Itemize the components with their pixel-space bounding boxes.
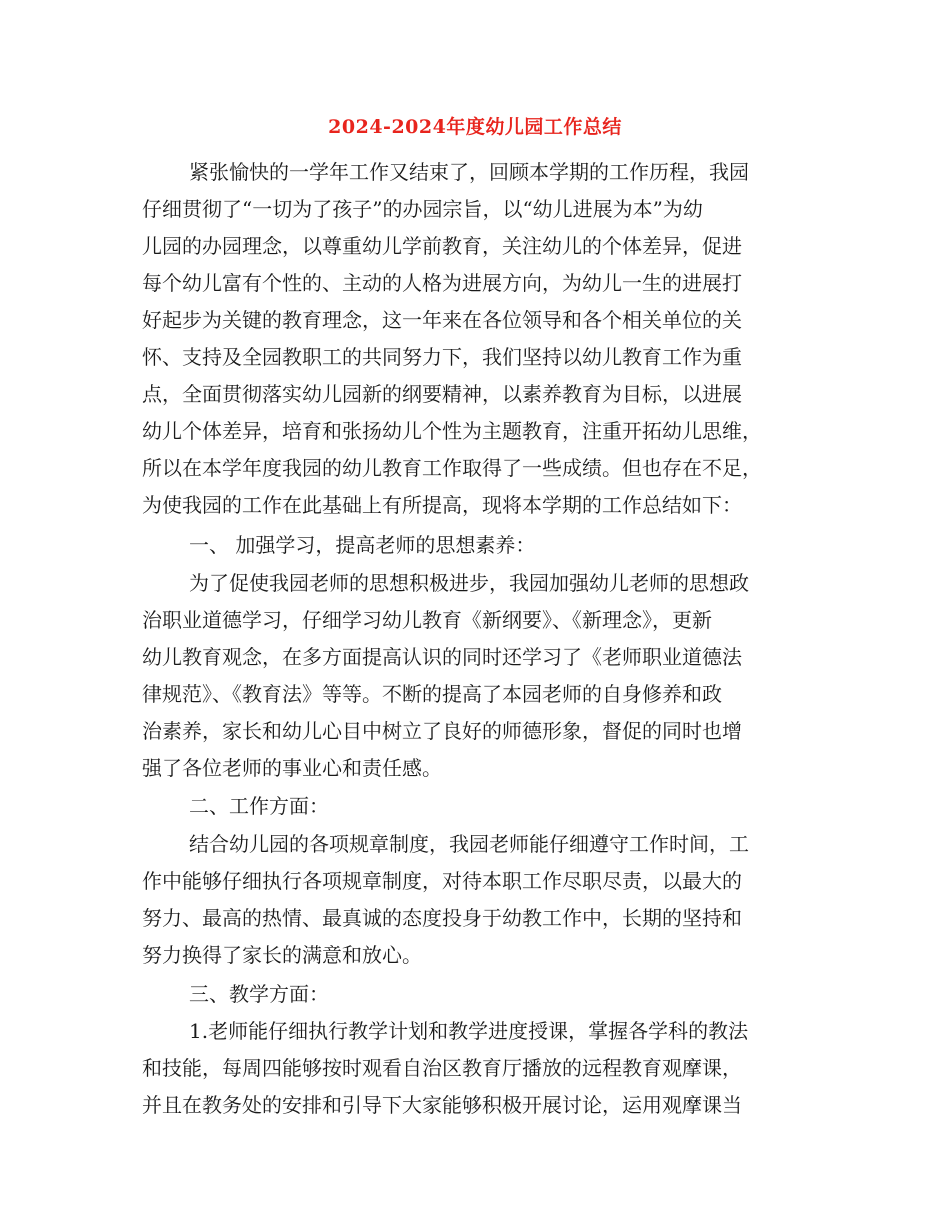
paragraph-line: 仔细贯彻了“一切为了孩子”的办园宗旨，以“幼儿进展为本”为幼 <box>142 197 703 221</box>
section-heading: 一、 加强学习，提高老师的思想素养： <box>189 533 536 557</box>
paragraph-line: 治职业道德学习，仔细学习幼儿教育《新纲要》、《新理念》，更新 <box>142 608 712 632</box>
paragraph-line: 幼儿教育观念，在多方面提高认识的同时还学习了《老师职业道德法 <box>142 645 742 669</box>
paragraph-line: 点，全面贯彻落实幼儿园新的纲要精神，以素养教育为目标，以进展 <box>142 382 742 406</box>
paragraph-line: 每个幼儿富有个性的、主动的人格为进展方向，为幼儿一生的进展打 <box>142 271 742 295</box>
paragraph-line: 所以在本学年度我园的幼儿教育工作取得了一些成绩。但也存在不足， <box>142 456 762 480</box>
section-heading: 三、教学方面： <box>189 982 329 1006</box>
paragraph-line: 强了各位老师的事业心和责任感。 <box>142 756 442 780</box>
paragraph-line: 和技能，每周四能够按时观看自治区教育厅播放的远程教育观摩课， <box>142 1056 742 1080</box>
paragraph-line: 努力、最高的热情、最真诚的态度投身于幼教工作中，长期的坚持和 <box>142 906 742 930</box>
paragraph-line: 1.老师能仔细执行教学计划和教学进度授课，掌握各学科的教法 <box>189 1019 749 1043</box>
paragraph-line: 紧张愉快的一学年工作又结束了，回顾本学期的工作历程，我园 <box>189 160 749 184</box>
paragraph-line: 好起步为关键的教育理念，这一年来在各位领导和各个相关单位的关 <box>142 308 742 332</box>
paragraph-line: 治素养，家长和幼儿心目中树立了良好的师德形象，督促的同时也增 <box>142 719 742 743</box>
paragraph-line: 为使我园的工作在此基础上有所提高，现将本学期的工作总结如下： <box>142 493 742 517</box>
paragraph-line: 儿园的办园理念，以尊重幼儿学前教育，关注幼儿的个体差异，促进 <box>142 234 742 258</box>
paragraph-line: 幼儿个体差异，培育和张扬幼儿个性为主题教育，注重开拓幼儿思维， <box>142 419 762 443</box>
paragraph-line: 结合幼儿园的各项规章制度，我园老师能仔细遵守工作时间，工 <box>189 832 749 856</box>
paragraph-line: 作中能够仔细执行各项规章制度，对待本职工作尽职尽责，以最大的 <box>142 869 742 893</box>
paragraph-line: 律规范》、《教育法》等等。不断的提高了本园老师的自身修养和政 <box>142 682 722 706</box>
paragraph-line: 为了促使我园老师的思想积极进步，我园加强幼儿老师的思想政 <box>189 571 749 595</box>
paragraph-line: 并且在教务处的安排和引导下大家能够积极开展讨论，运用观摩课当 <box>142 1093 742 1117</box>
paragraph-line: 怀、支持及全园教职工的共同努力下，我们坚持以幼儿教育工作为重 <box>142 345 742 369</box>
document-title: 2024-2024年度幼儿园工作总结 <box>328 116 622 138</box>
paragraph-line: 努力换得了家长的满意和放心。 <box>142 943 422 967</box>
section-heading: 二、工作方面： <box>189 794 329 818</box>
